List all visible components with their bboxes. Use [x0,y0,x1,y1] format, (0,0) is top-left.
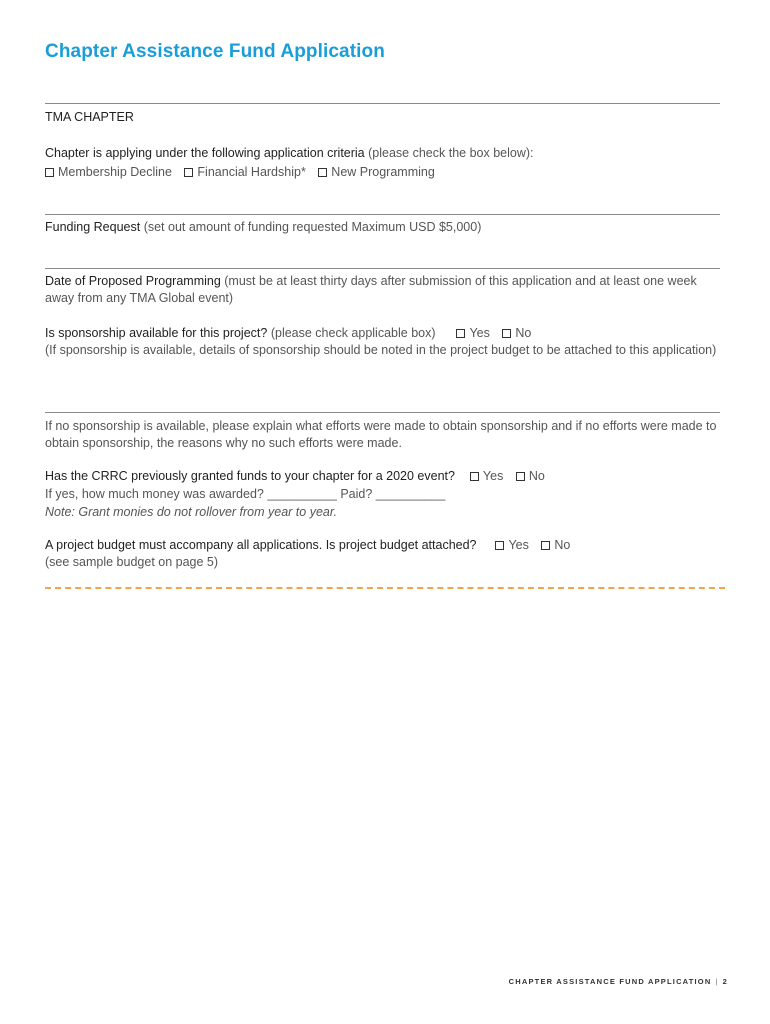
checkbox-icon[interactable] [541,541,550,550]
no-label: No [515,326,532,340]
page-title: Chapter Assistance Fund Application [45,41,385,62]
criteria-option-financial-hardship[interactable] [184,164,305,181]
tma-chapter-label: TMA CHAPTER [45,110,134,124]
funding-request-row [45,219,481,236]
crrc-yes-option[interactable] [470,468,503,485]
checkbox-icon[interactable] [184,168,193,177]
checkbox-icon[interactable] [470,472,479,481]
tma-chapter-field-line[interactable] [45,103,720,104]
checkbox-icon[interactable] [516,472,525,481]
sponsorship-note: (If sponsorship is available, details of sponsorship should be noted in the project budget to be attached to this application) [45,343,717,357]
option-label: Financial Hardship* [197,165,306,179]
yes-label: Yes [482,469,504,483]
footer-separator: | [715,977,719,986]
crrc-question: Has the CRRC previously granted funds to your chapter for a 2020 event? [45,469,455,483]
funding-request-label: Funding Request [45,220,141,234]
footer-label: CHAPTER ASSISTANCE FUND APPLICATION [508,977,712,986]
sponsorship-no-option[interactable] [502,325,531,342]
crrc-no-option[interactable] [516,468,545,485]
dashed-divider [45,587,725,589]
budget-yes-option[interactable] [495,537,528,554]
proposed-date-label: Date of Proposed Programming [45,274,221,288]
checkbox-icon[interactable] [456,329,465,338]
proposed-date-hint: (must be at least thirty days after submission of this application and at least one week away from any TMA Global event) [45,274,697,305]
checkbox-icon[interactable] [45,168,54,177]
budget-note: (see sample budget on page 5) [45,555,219,569]
no-sponsorship-text: If no sponsorship is available, please explain what efforts were made to obtain sponsorship and if no efforts were made to obtain sponsorship, the reasons why no such efforts were made. [45,419,717,450]
criteria-option-new-programming[interactable] [318,164,435,181]
checkbox-icon[interactable] [495,541,504,550]
crrc-note: Note: Grant monies do not rollover from year to year. [45,505,338,519]
yes-label: Yes [469,326,490,340]
page-number: 2 [722,977,728,986]
checkbox-icon[interactable] [318,168,327,177]
page-footer [509,977,728,986]
option-label: New Programming [331,165,435,179]
funding-request-hint: (set out amount of funding requested Maximum USD $5,000) [143,220,482,234]
sponsorship-question-row [45,325,540,342]
criteria-option-membership-decline[interactable] [45,164,172,181]
budget-question-row [45,537,579,554]
crrc-question-row [45,468,554,485]
criteria-question: Chapter is applying under the following application criteria [45,146,365,160]
proposed-date-field-line[interactable] [45,268,720,269]
no-sponsorship-field-line[interactable] [45,412,720,413]
funding-request-field-line[interactable] [45,214,720,215]
yes-label: Yes [508,538,529,552]
checkbox-icon[interactable] [502,329,511,338]
criteria-question-row [45,145,534,162]
budget-no-option[interactable] [541,537,570,554]
sponsorship-yes-option[interactable] [456,325,489,342]
option-label: Membership Decline [58,165,172,179]
sponsorship-question: Is sponsorship available for this project? [45,326,268,340]
crrc-amount-line: If yes, how much money was awarded? __________ Paid? __________ [45,487,446,501]
proposed-date-row [45,273,720,307]
no-label: No [554,538,571,552]
criteria-options [45,164,444,181]
budget-question: A project budget must accompany all applications. Is project budget attached? [45,538,477,552]
sponsorship-hint: (please check applicable box) [270,326,436,340]
criteria-hint: (please check the box below): [368,146,534,160]
no-label: No [528,469,545,483]
